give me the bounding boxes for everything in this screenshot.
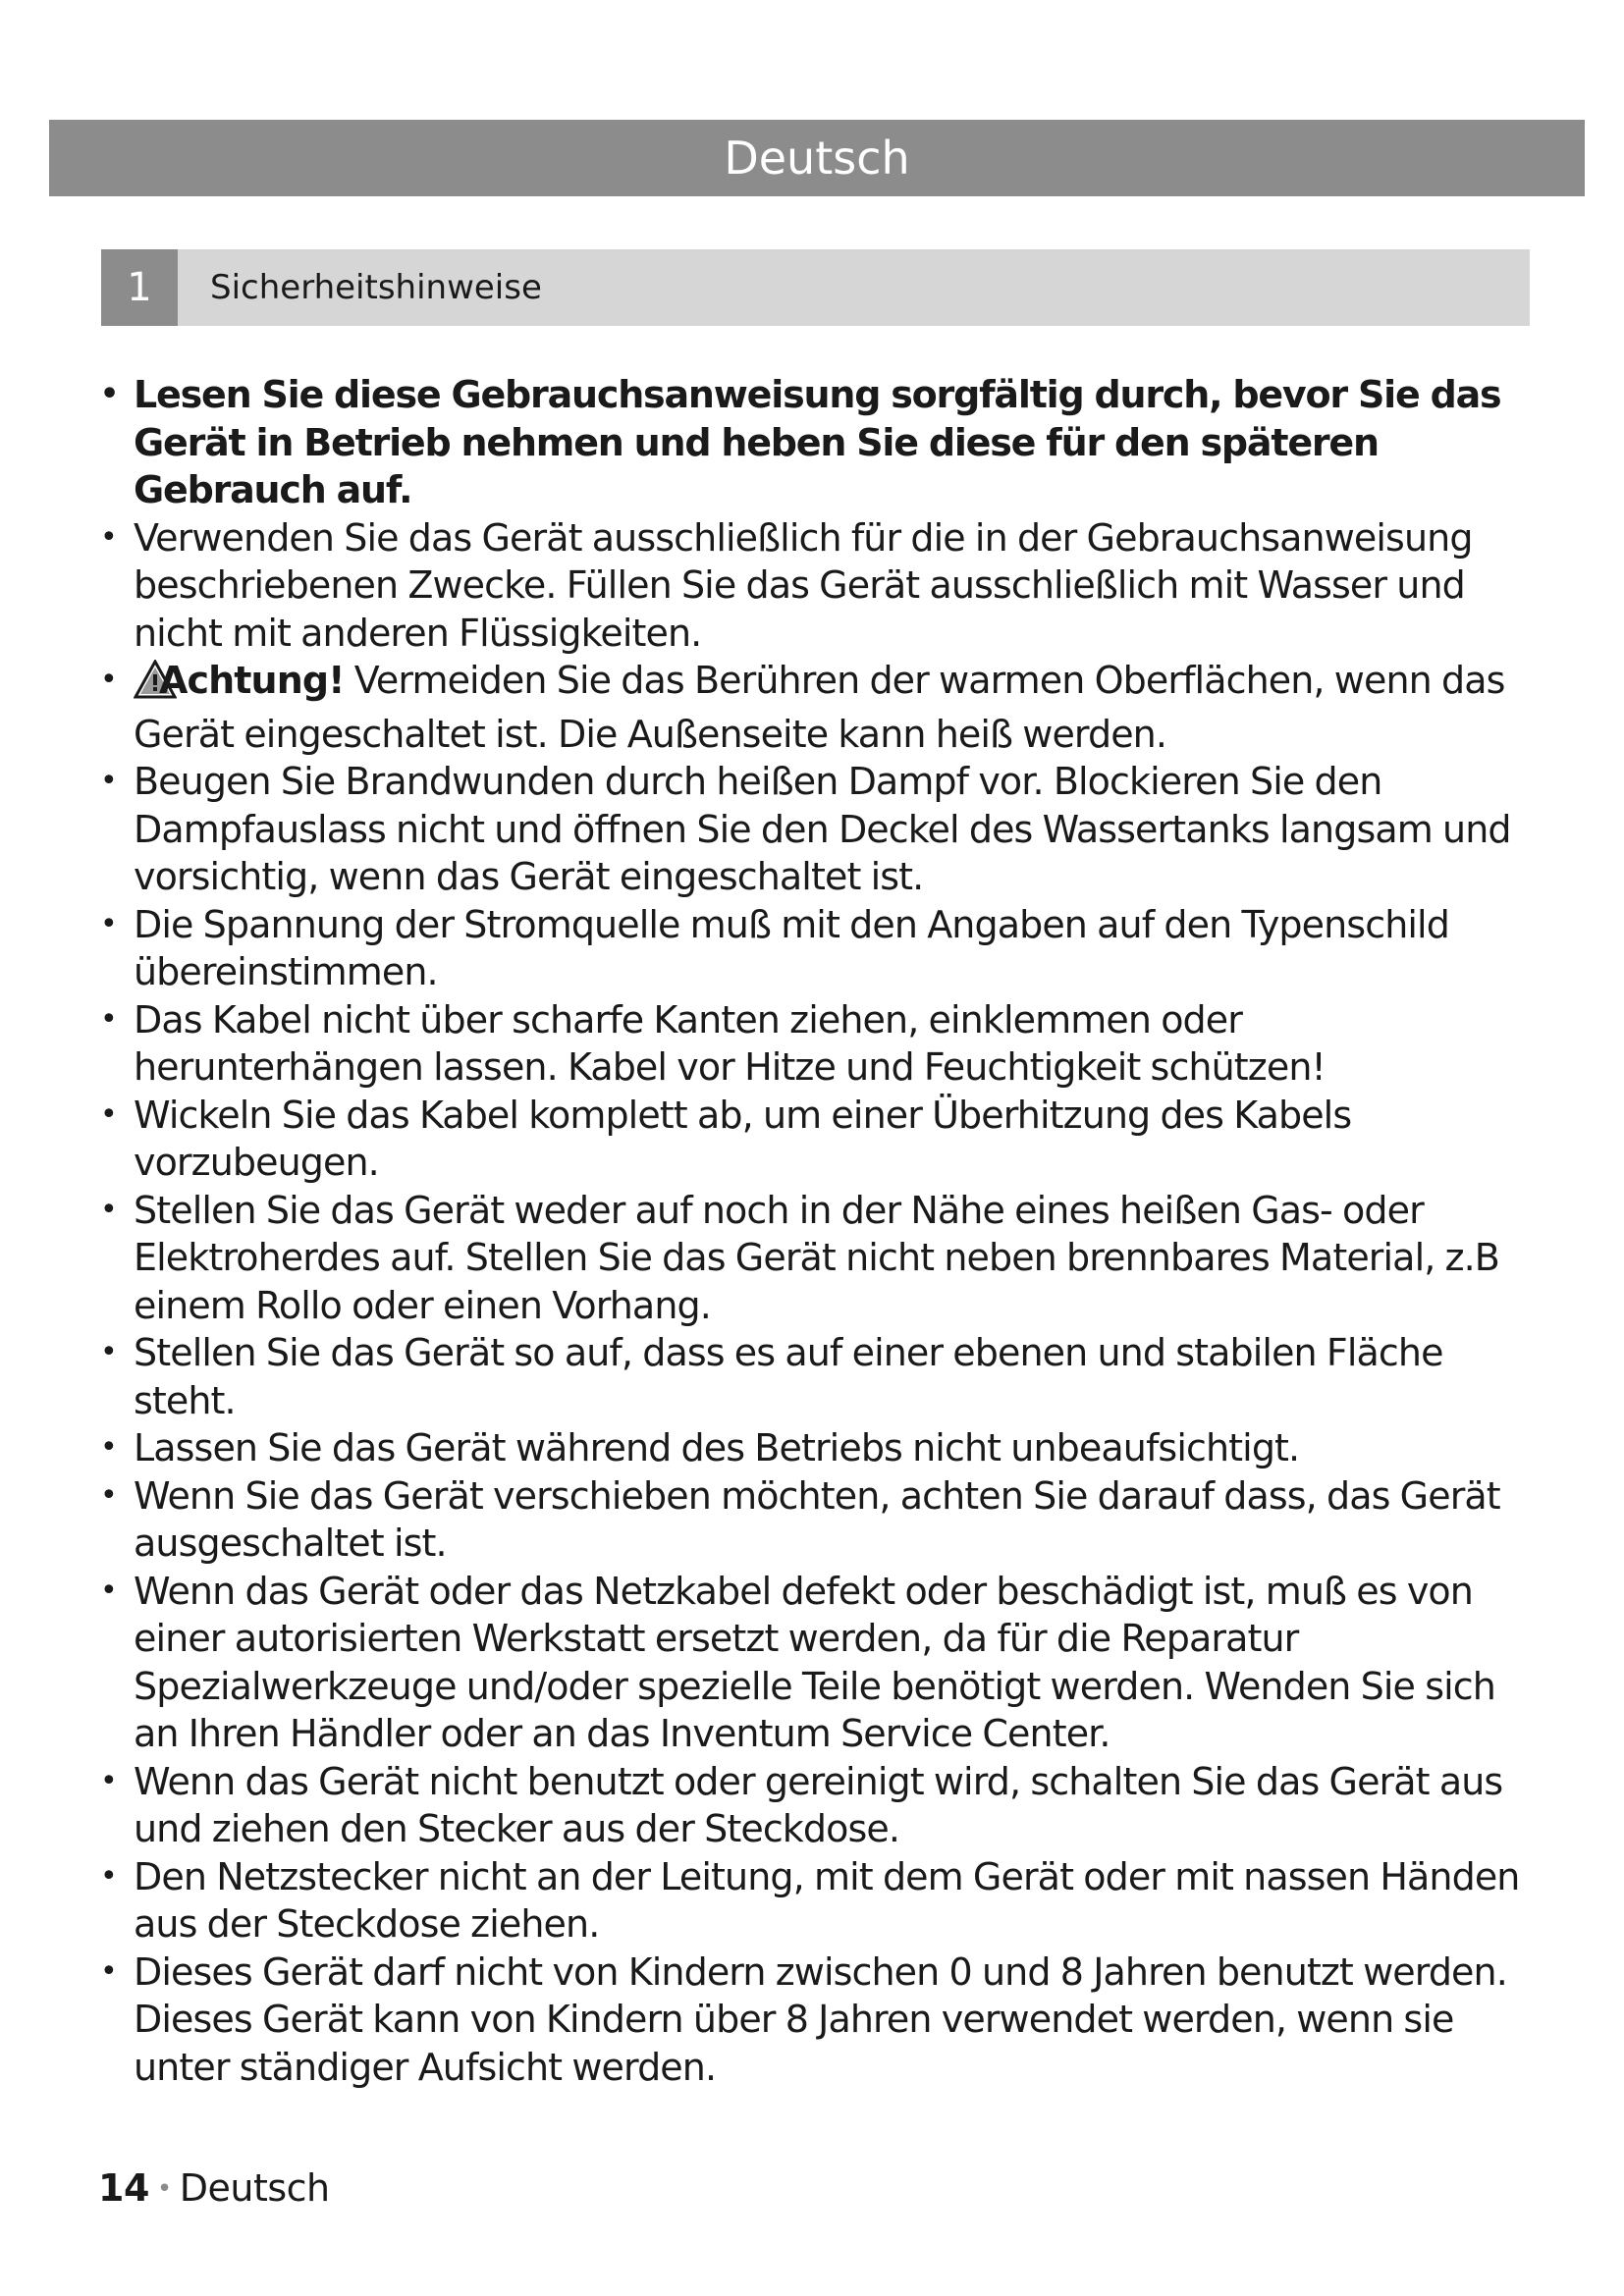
list-item-text: Wenn das Gerät nicht benutzt oder gereinigt wird, schalten Sie das Gerät aus und ziehen den Stecker aus der Steckdose. xyxy=(134,1759,1503,1850)
bullet-marker: • xyxy=(100,1573,117,1608)
bullet-marker: • xyxy=(100,519,117,555)
list-item-text: Vermeiden Sie das Berühren der warmen Oberflächen, wenn das Gerät eingeschaltet ist. Die Außenseite kann heiß werden. xyxy=(134,659,1505,756)
list-item-text: Wenn das Gerät oder das Netzkabel defekt oder beschädigt ist, muß es von einer autorisierten Werkstatt ersetzt werden, da für die Reparatur Spezialwerkzeuge und/oder spezielle Teile benötigt werden. Wenden Sie sich an Ihren Händler oder an das Inventum Service Center. xyxy=(134,1569,1495,1755)
list-item xyxy=(98,758,1532,901)
list-item xyxy=(98,1092,1532,1187)
list-item xyxy=(98,371,1532,514)
warning-label: Achtung! xyxy=(159,659,345,702)
list-item xyxy=(98,657,1532,758)
page-number: 14 xyxy=(98,2166,149,2210)
bullet-marker: • xyxy=(100,906,117,941)
list-item xyxy=(98,1329,1532,1424)
list-item xyxy=(98,901,1532,996)
list-item-text: Stellen Sie das Gerät weder auf noch in der Nähe eines heißen Gas- oder Elektroherdes auf. Stellen Sie das Gerät nicht neben brennbares Material, z.B einem Rollo oder einen Vorhang. xyxy=(134,1188,1499,1327)
list-item-text: Die Spannung der Stromquelle muß mit den Angaben auf den Typenschild übereinstimmen. xyxy=(134,902,1449,993)
bullet-marker: • xyxy=(100,1430,117,1465)
list-item-text: Das Kabel nicht über scharfe Kanten ziehen, einklemmen oder herunterhängen lassen. Kabel vor Hitze und Feuchtigkeit schützen! xyxy=(134,997,1326,1089)
list-item xyxy=(98,1424,1532,1472)
list-item-text: Wickeln Sie das Kabel komplett ab, um einer Überhitzung des Kabels vorzubeugen. xyxy=(134,1093,1352,1184)
bullet-marker: • xyxy=(100,663,117,697)
section-number: 1 xyxy=(101,249,178,326)
safety-instructions-list xyxy=(98,371,1532,2091)
footer-separator: • xyxy=(156,2174,172,2204)
bullet-marker: • xyxy=(100,1335,117,1369)
bullet-marker: • xyxy=(100,1953,117,1989)
list-item-text: Beugen Sie Brandwunden durch heißen Dampf vor. Blockieren Sie den Dampfauslass nicht und öffnen Sie den Deckel des Wassertanks langsam und vorsichtig, wenn das Gerät eingeschaltet ist. xyxy=(134,760,1511,898)
list-item xyxy=(98,514,1532,658)
list-item xyxy=(98,1187,1532,1330)
list-item-text: Den Netzstecker nicht an der Leitung, mit dem Gerät oder mit nassen Händen aus der Steckdose ziehen. xyxy=(134,1854,1520,1946)
list-item-text: Lassen Sie das Gerät während des Betriebs nicht unbeaufsichtigt. xyxy=(134,1426,1300,1469)
bullet-marker: • xyxy=(100,1192,117,1227)
language-banner: Deutsch xyxy=(49,120,1585,196)
bullet-marker: • xyxy=(100,1858,117,1894)
list-item xyxy=(98,1949,1532,2092)
list-item-text: Stellen Sie das Gerät so auf, dass es auf einer ebenen und stabilen Fläche steht. xyxy=(134,1331,1443,1422)
bullet-marker: • xyxy=(100,1763,117,1798)
list-item xyxy=(98,1472,1532,1568)
footer-language: Deutsch xyxy=(179,2166,330,2210)
section-title: Sicherheitshinweise xyxy=(210,268,542,307)
list-item-text: Verwenden Sie das Gerät ausschließlich für die in der Gebrauchsanweisung beschriebenen Zwecke. Füllen Sie das Gerät ausschließlich mit Wasser und nicht mit anderen Flüssigkeiten. xyxy=(134,515,1473,655)
page-footer xyxy=(98,2166,330,2210)
list-item-text: Lesen Sie diese Gebrauchsanweisung sorgfältig durch, bevor Sie das Gerät in Betrieb nehmen und heben Sie diese für den späteren Gebrauch auf. xyxy=(134,373,1501,511)
bullet-marker: • xyxy=(100,1477,117,1513)
bullet-marker: • xyxy=(100,764,117,798)
list-item xyxy=(98,996,1532,1092)
list-item-text: Dieses Gerät darf nicht von Kindern zwischen 0 und 8 Jahren benutzt werden. Dieses Gerät kann von Kindern über 8 Jahren verwendet werden, wenn sie unter ständiger Aufsicht werden. xyxy=(134,1949,1507,2089)
list-item xyxy=(98,1568,1532,1758)
bullet-marker: • xyxy=(100,1001,117,1037)
list-item xyxy=(98,1758,1532,1853)
bullet-marker: • xyxy=(100,1096,117,1132)
bullet-marker: • xyxy=(100,377,118,411)
list-item xyxy=(98,1853,1532,1949)
list-item-text: Wenn Sie das Gerät verschieben möchten, achten Sie darauf dass, das Gerät ausgeschaltet ist. xyxy=(134,1473,1500,1565)
section-header xyxy=(101,249,1530,326)
